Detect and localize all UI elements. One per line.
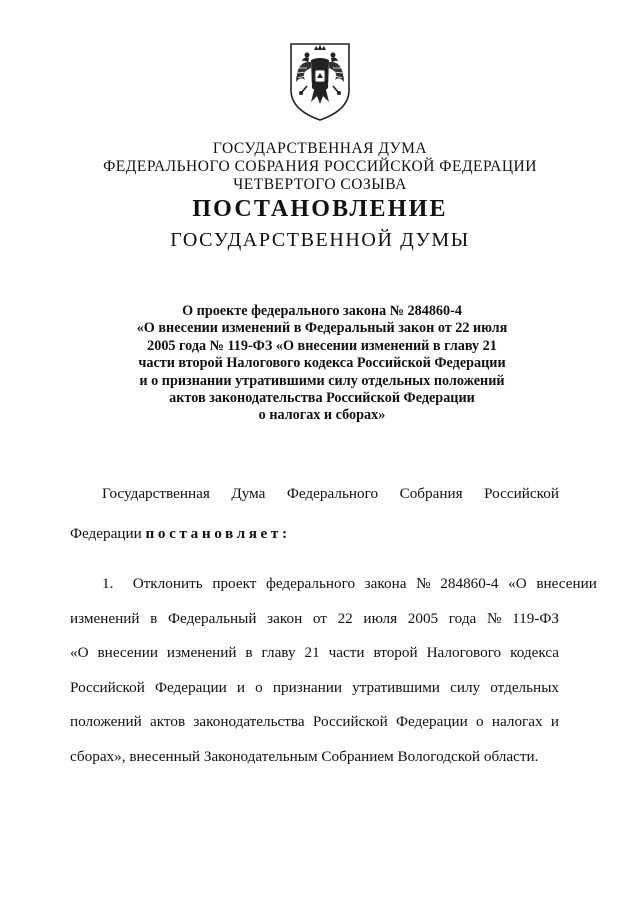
caption-line: актов законодательства Российской Федерации: [169, 390, 475, 407]
caption-line: и о признании утратившими силу отдельных положений: [139, 372, 505, 389]
preamble-word: Собрания: [399, 485, 463, 502]
preamble-paragraph: [70, 485, 559, 543]
item-1-line: Российской Федерации и о признании утратившими силу отдельных: [70, 678, 559, 696]
caption-line: части второй Налогового кодекса Российской Федерации: [138, 355, 506, 372]
caption-line: 2005 года № 119-ФЗ «О внесении изменений в главу 21: [147, 337, 497, 354]
caption-line: О проекте федерального закона № 284860-4: [182, 303, 462, 319]
item-1-line-text: Отклонить проект федерального закона № 284860-4 «О внесении: [132, 575, 597, 592]
document-title: ПОСТАНОВЛЕНИЕ: [192, 196, 448, 222]
coat-of-arms-emblem-icon: [287, 38, 353, 122]
item-1-line: «О внесении изменений в главу 21 части второй Налогового кодекса: [70, 644, 559, 661]
header-line-1: ГОСУДАРСТВЕННАЯ ДУМА: [212, 140, 428, 157]
item-1-line: положений актов законодательства Российской Федерации о налогах и: [70, 713, 559, 730]
preamble-word: Федерального: [286, 485, 379, 502]
header-line-2: ФЕДЕРАЛЬНОГО СОБРАНИЯ РОССИЙСКОЙ ФЕДЕРАЦИИ: [103, 158, 537, 175]
item-1-paragraph: [70, 575, 597, 782]
preamble-word: Российской: [484, 485, 559, 502]
item-1-line: [70, 575, 597, 610]
item-1-line: сборах», внесенный Законодательным Собранием Вологодской области.: [70, 747, 539, 765]
caption-line: о налогах и сборах»: [258, 407, 386, 424]
item-1-line: изменений в Федеральный закон от 22 июля 2005 года № 119-ФЗ: [70, 609, 559, 627]
preamble-line-1: [70, 485, 559, 525]
caption-line: «О внесении изменений в Федеральный закон от 22 июля: [136, 320, 508, 337]
resolution-caption: [100, 303, 544, 425]
preamble-line2-start: Федерации: [70, 525, 142, 542]
preamble-emphasis: постановляет:: [145, 525, 291, 542]
preamble-word: Государственная: [102, 485, 210, 502]
header-line-3: ЧЕТВЕРТОГО СОЗЫВА: [233, 176, 407, 193]
preamble-line-2: [70, 525, 559, 543]
document-subtitle: ГОСУДАРСТВЕННОЙ ДУМЫ: [170, 229, 470, 251]
item-1-number: 1.: [102, 575, 114, 592]
preamble-word: Дума: [231, 485, 266, 502]
